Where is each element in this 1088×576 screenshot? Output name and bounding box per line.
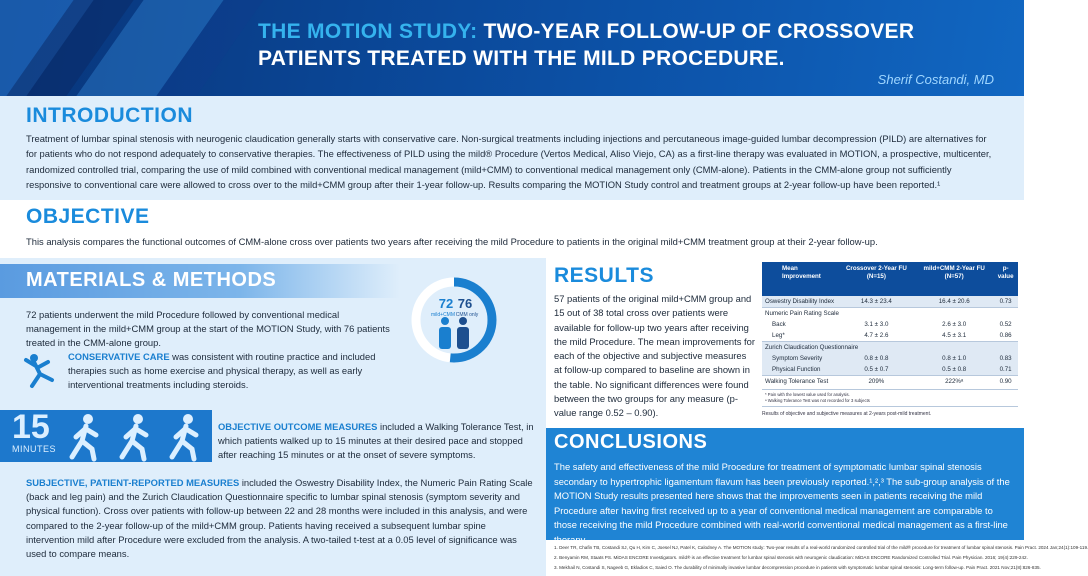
patient-reported-label: SUBJECTIVE, PATIENT-REPORTED MEASURES — [26, 477, 240, 488]
results-table-wrapper — [762, 262, 1018, 417]
cell-pvalue: 0.71 — [993, 364, 1018, 376]
objective-measures-label: OBJECTIVE OUTCOME MEASURES — [218, 421, 378, 432]
methods-intro-text: 72 patients underwent the mild Procedure followed by conventional medical management in the mild+CMM group at the start of the MOTION Study, with 76 patients treated in the CMM-alone group. — [26, 309, 390, 349]
table-row — [762, 319, 1018, 330]
cell-pvalue: 0.83 — [993, 353, 1018, 364]
conclusions-section — [546, 428, 1024, 540]
table-row — [762, 308, 1018, 320]
cell-pvalue: 0.90 — [993, 376, 1018, 388]
donut-n1-label: mild+CMM — [430, 312, 456, 318]
results-table — [762, 262, 1018, 387]
objective-section — [0, 200, 1024, 258]
objective-text: This analysis compares the functional outcomes of CMM-alone cross over patients two years after receiving the mild Procedure to patients in the original mild+CMM treatment group at their 2-year follow-up. — [26, 236, 878, 247]
conservative-care-label: CONSERVATIVE CARE — [68, 351, 170, 362]
title-rest: TWO-YEAR FOLLOW-UP OF CROSSOVER PATIENTS TREATED WITH THE MILD PROCEDURE. — [258, 20, 915, 70]
results-heading: RESULTS — [554, 264, 654, 287]
cell-mild-cmm: 0.8 ± 1.0 — [915, 353, 993, 364]
conservative-care-body: was consistent with routine practice and included therapies such as home exercise and physical therapy, as well as early interventional treatments including steroids. — [68, 351, 376, 391]
conclusions-heading: CONCLUSIONS — [554, 431, 708, 453]
conservative-care-text — [68, 350, 408, 393]
table-footnote: ᵃ Walking Tolerance Test was not recorded for 3 subjects — [765, 398, 870, 403]
methods-heading: MATERIALS & METHODS — [26, 269, 277, 291]
cell-crossover: 14.3 ± 23.4 — [838, 296, 916, 308]
methods-heading-bar — [0, 264, 400, 298]
donut-n2: 76 — [457, 296, 473, 311]
poster-header — [0, 0, 1024, 96]
objective-measures-body: included a Walking Tolerance Test, in which patients walked up to 15 minutes at their desired pace and stopped after reaching 15 minutes or at the onset of severe symptoms. — [218, 421, 534, 461]
references-section — [546, 540, 1088, 576]
objective-measures-text — [218, 420, 538, 463]
cell-crossover: 3.1 ± 3.0 — [864, 320, 889, 328]
table-row — [762, 342, 1018, 354]
table-caption: Results of objective and subjective measures at 2-years post-mild treatment. — [762, 411, 932, 417]
cell-pvalue: 0.73 — [993, 296, 1018, 308]
author-name: Sherif Costandi, MD — [877, 72, 994, 87]
cell-pvalue: 0.86 — [999, 331, 1012, 339]
cell-mild-cmm: 2.6 ± 3.0 — [942, 320, 967, 328]
table-header-row — [762, 262, 1018, 296]
poster-title — [258, 18, 998, 72]
col-header-crossover: Crossover 2-Year FU (N=15) — [838, 262, 916, 296]
cell-pvalue: 0.52 — [999, 320, 1012, 328]
table-row — [762, 353, 1018, 364]
row-label: Physical Function — [762, 364, 838, 376]
cell-crossover: 209% — [838, 376, 916, 388]
stretching-person-icon — [22, 350, 62, 390]
introduction-text: Treatment of lumbar spinal stenosis with neurogenic claudication generally starts with conservative care. Non-surgical treatments including injections and percutaneous image-guided lumbar decompression (PILD) are alternatives for for patients who do not respond adequately to conservative therapies. The effectiveness of PILD using the mild® Procedure (Vertos Medical, Aliso Viejo, CA) as a first-line therapy was evaluated in MOTION, a prospective, multicenter, randomized controlled trial, comparing the use of mild combined with conventional medical management (mild+CMM) to conventional medical management only (CMM-alone). Patients in the CMM-alone group not sufficiently responsive to conventional care were allowed to cross over to the mild+CMM group after their 1-year follow-up. Results comparing the MOTION Study control and treatment groups at 2-year follow-up have been reported.¹ — [26, 133, 992, 190]
reference-item: 3. Mekhail N, Costandi S, Nageeb G, Ekladios C, Saied O. The durability of minimally invasive lumbar decompression procedure in patients with symptomatic lumbar spinal stenosis: Long-term follow-up. Pain Pract. 2021 Nov;21(8):826-835. — [554, 565, 1041, 570]
walking-person-icon — [62, 413, 108, 461]
conclusions-text: The safety and effectiveness of the mild Procedure for treatment of symptomatic lumbar spinal stenosis secondary to hypertrophic ligamentum flavum has been previously reported.¹,²,³ The sub-group analysis of the MOTION Study results presented here shows that the improvements seen in patients receiving the mild Procedure after having first received up to a year of conventional medical management are comparable to those receiving the mild Procedure combined with real-world conventional medical management as a first-line — [554, 461, 1010, 531]
donut-n1: 72 — [438, 296, 454, 311]
table-footnote: * Pain with the lowest value used for analysis. — [765, 392, 850, 397]
col-header-mild-cmm: mild+CMM 2-Year FU (N=57) — [915, 262, 993, 296]
table-footnotes — [762, 389, 1018, 407]
table-row — [762, 364, 1018, 376]
cell-crossover: 4.7 ± 2.6 — [864, 331, 889, 339]
row-label: Back — [772, 320, 786, 328]
results-text: 57 patients of the original mild+CMM group and 15 out of 38 total cross over patients were available for follow-up two years after receiving the mild Procedure. The mean improvements for each of the objective and subjective measures at follow-up compared to baseline are shown in the table. No significant differences were found between the two groups for any measure (p-value range 0.52 – 0.90). — [554, 293, 755, 419]
col-header-measure: Mean Improvement — [762, 262, 838, 296]
table-row — [762, 296, 1018, 308]
cell-mild-cmm: 16.4 ± 20.6 — [915, 296, 993, 308]
title-highlight: THE MOTION STUDY: — [258, 20, 478, 43]
table-row — [762, 330, 1018, 342]
reference-item: 1. Deer TR, Chafin TB, Costandi SJ, Qu H, Kim C, Joesel NJ, Patel K, Calodney A. The MOTION study: Two-year results of a real-world randomized controlled trial of the mild® procedure for treatment of lumbar spinal stenosis. Pain Pract. 2024 Jan;24(1):109-119. — [554, 545, 1088, 550]
introduction-heading: INTRODUCTION — [26, 104, 193, 127]
cell-mild-cmm: 222%ᵃ — [915, 376, 993, 388]
walk-minutes-number: 15 — [12, 408, 50, 446]
table-row — [762, 376, 1018, 388]
walking-person-icon — [162, 413, 208, 461]
row-group-label: Zurich Claudication Questionnaire — [762, 342, 1018, 354]
walk-minutes-unit: MINUTES — [12, 444, 56, 454]
cell-crossover: 0.8 ± 0.8 — [838, 353, 916, 364]
objective-heading: OBJECTIVE — [26, 205, 150, 228]
introduction-section — [0, 96, 1024, 200]
walking-person-icon — [112, 413, 158, 461]
donut-chart-icon — [410, 276, 498, 364]
patient-reported-text — [26, 476, 536, 561]
row-label: Oswestry Disability Index — [762, 296, 838, 308]
row-label: Leg* — [772, 331, 785, 339]
cell-mild-cmm: 0.5 ± 0.8 — [915, 364, 993, 376]
col-header-pvalue: p-value — [993, 262, 1018, 296]
row-group-label: Numeric Pain Rating Scale — [762, 308, 1018, 320]
patient-reported-body: included the Oswestry Disability Index, the Numeric Pain Rating Scale (back and leg pain) and the Zurich Claudication Questionnaire specific to lumbar spinal stenosis (symptom severity and physical function). Cross over patients with follow-up between 22 and 28 months were included in this analysis, and were compared to the 2-year follow-up of the mild+CMM group. Patients having received a subsequent lumbar spine intervention mild after Procedure were excluded from the analysis. A two-tailed t-test at a 0.05 level of significance was used to compare means. — [26, 477, 533, 560]
reference-item: 2. Benyamin RM, Staats PS. MiDAS ENCORE Investigators. mild® is an effective treatment for lumbar spinal stenosis with neurogenic claudication: MiDAS ENCORE Randomized Controlled Trial. Pain Physician. 2016; 19(4):229-242. — [554, 555, 1028, 560]
methods-section — [0, 258, 546, 576]
row-label: Walking Tolerance Test — [762, 376, 838, 388]
cell-mild-cmm: 4.5 ± 3.1 — [942, 331, 967, 339]
row-label: Symptom Severity — [762, 353, 838, 364]
donut-n2-label: CMM only — [455, 312, 479, 318]
cell-crossover: 0.5 ± 0.7 — [838, 364, 916, 376]
